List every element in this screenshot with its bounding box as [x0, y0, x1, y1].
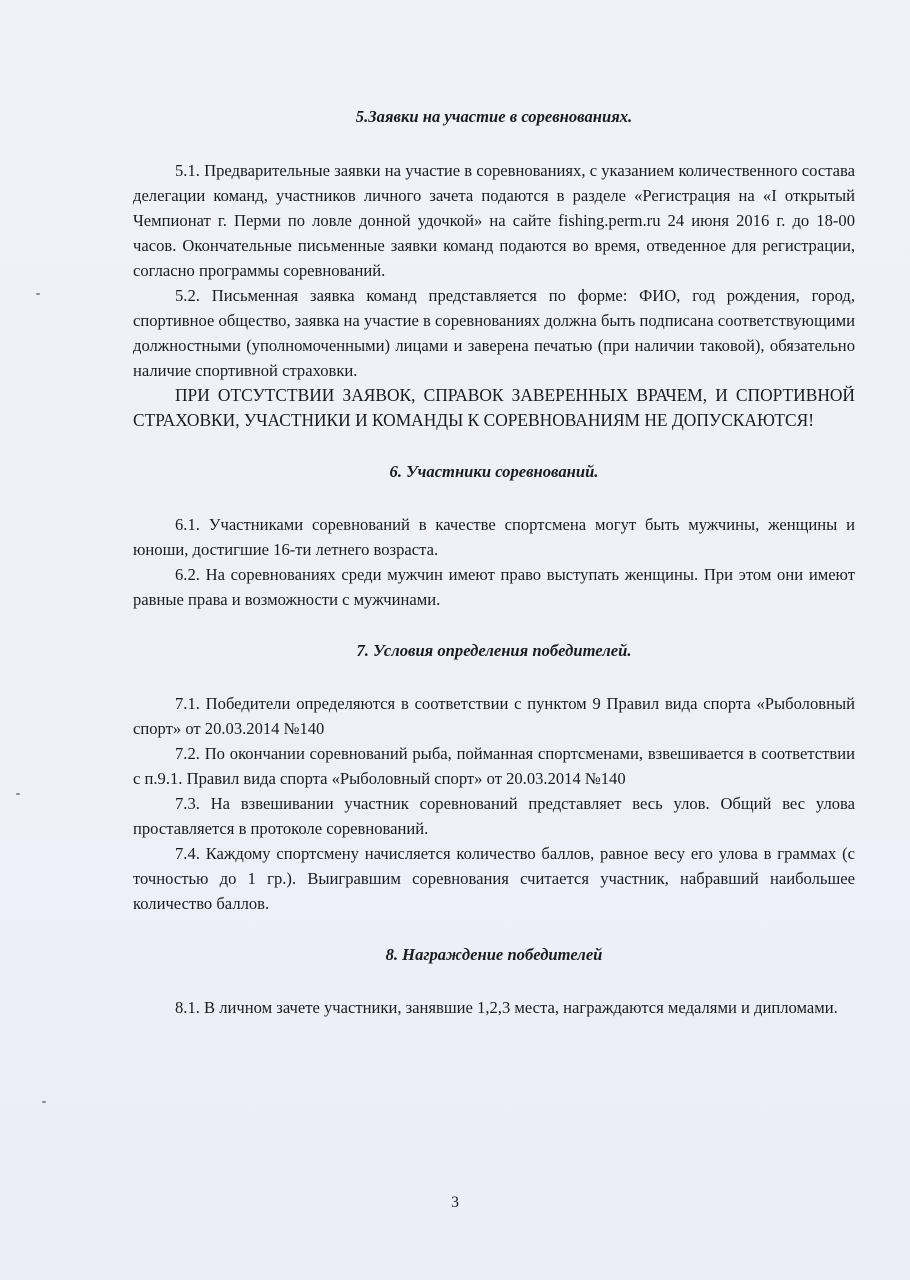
- paragraph-5-1: 5.1. Предварительные заявки на участие в соревнованиях, с указанием количественного состава делегации команд, участников личного зачета подаются в разделе «Регистрация на «I открытый Чемпионат г. Перми по ловле донной удочкой» на сайте fishing.perm.ru 24 июня 2016 г. до 18-00 часов. Окончательные письменные заявки команд подаются во время, отведенное для регистрации, согласно программы соревнований.: [133, 161, 855, 280]
- paragraph-7-3: 7.3. На взвешивании участник соревнований представляет весь улов. Общий вес улова проставляется в протоколе соревнований.: [133, 794, 855, 838]
- paragraph-6-2: 6.2. На соревнованиях среди мужчин имеют право выступать женщины. При этом они имеют равные права и возможности с мужчинами.: [133, 565, 855, 609]
- section-6: [133, 459, 855, 612]
- warning-text: ПРИ ОТСУТСТВИИ ЗАЯВОК, СПРАВОК ЗАВЕРЕННЫХ ВРАЧЕМ, И СПОРТИВНОЙ СТРАХОВКИ, УЧАСТНИКИ И КОМАНДЫ К СОРЕВНОВАНИЯМ НЕ ДОПУСКАЮТСЯ!: [133, 385, 855, 430]
- paragraph-7-1: 7.1. Победители определяются в соответствии с пунктом 9 Правил вида спорта «Рыболовный спорт» от 20.03.2014 №140: [133, 694, 855, 738]
- section-heading: 7. Условия определения победителей.: [356, 641, 632, 660]
- page-number: 3: [451, 1194, 459, 1211]
- document-body: [133, 104, 855, 1020]
- paragraph-7-2: 7.2. По окончании соревнований рыба, пойманная спортсменами, взвешивается в соответствии с п.9.1. Правил вида спорта «Рыболовный спорт» от 20.03.2014 №140: [133, 744, 855, 788]
- scan-speck: [42, 1101, 46, 1103]
- section-8: [133, 942, 855, 1020]
- scan-speck: [36, 293, 40, 295]
- section-heading: 6. Участники соревнований.: [389, 462, 599, 481]
- paragraph-6-1: 6.1. Участниками соревнований в качестве спортсмена могут быть мужчины, женщины и юноши, достигшие 16-ти летнего возраста.: [133, 515, 855, 559]
- paragraph-5-2: 5.2. Письменная заявка команд представляется по форме: ФИО, год рождения, город, спортивное общество, заявка на участие в соревнованиях должна быть подписана соответствующими должностными (уполномоченными) лицами и заверена печатью (при наличии таковой), обязательно наличие спортивной страховки.: [133, 286, 855, 380]
- section-7: [133, 638, 855, 916]
- section-heading: 5.Заявки на участие в соревнованиях.: [355, 107, 633, 126]
- paragraph-8-1: 8.1. В личном зачете участники, занявшие 1,2,3 места, награждаются медалями и дипломами.: [175, 998, 838, 1017]
- section-heading: 8. Награждение победителей: [385, 945, 603, 964]
- paragraph-7-4: 7.4. Каждому спортсмену начисляется количество баллов, равное весу его улова в граммах (с точностью до 1 гр.). Выигравшим соревнования считается участник, набравший наибольшее количество баллов.: [133, 844, 855, 913]
- section-5: [133, 104, 855, 433]
- scan-speck: [16, 793, 20, 795]
